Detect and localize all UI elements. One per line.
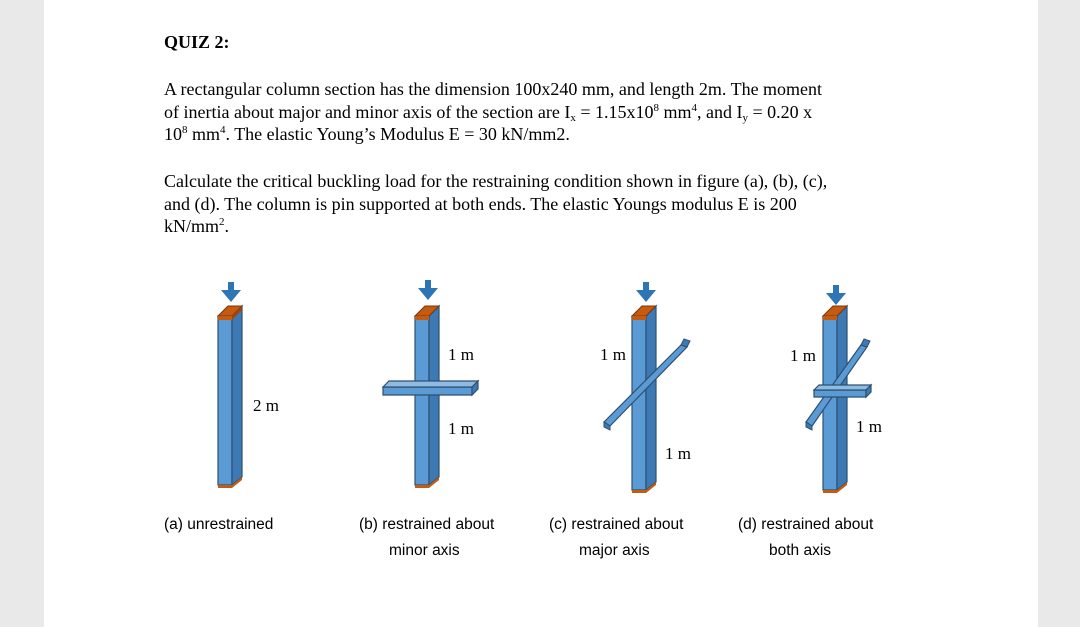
load-arrow-icon	[221, 282, 241, 302]
load-arrow-icon	[826, 285, 846, 305]
caption-d-line2: both axis	[769, 542, 832, 559]
caption-a: (a) unrestrained	[164, 516, 274, 533]
superscript: 8	[182, 124, 188, 136]
column-d	[806, 285, 871, 493]
text-run: of inertia about major and minor axis of the section are I	[164, 101, 571, 122]
load-arrow-icon	[636, 282, 656, 302]
paragraph-line: A rectangular column section has the dimension 100x240 mm, and length 2m. The moment	[164, 79, 823, 99]
text-run: 10	[164, 124, 182, 144]
column-a	[218, 282, 242, 488]
subscript: x	[570, 111, 576, 124]
superscript: 8	[653, 101, 660, 114]
text-run: . The elastic Young’s Modulus E = 30 kN/mm2.	[225, 124, 570, 144]
load-arrow-icon	[418, 280, 438, 300]
caption-b-line2: minor axis	[389, 542, 460, 559]
paragraph-line: and (d). The column is pin supported at both ends. The elastic Youngs modulus E is 200	[164, 193, 797, 214]
dimension-label-d-top: 1 m	[790, 346, 816, 365]
caption-b: (b) restrained about	[359, 516, 495, 533]
column-b	[383, 280, 478, 488]
superscript: 4	[220, 124, 226, 136]
superscript: 2	[219, 216, 225, 228]
dimension-label-b-bottom: 1 m	[448, 419, 474, 438]
caption-c: (c) restrained about	[549, 516, 684, 533]
dimension-label-c-bottom: 1 m	[665, 444, 691, 463]
text-run: .	[224, 216, 230, 236]
text-run: = 0.20 x	[748, 101, 813, 122]
dimension-label-b-top: 1 m	[448, 345, 474, 364]
caption-c-line2: major axis	[579, 542, 650, 559]
dimension-label-c-top: 1 m	[600, 345, 626, 364]
text-run: = 1.15x10	[575, 101, 654, 122]
text-run: , and I	[697, 101, 743, 122]
caption-d: (d) restrained about	[738, 516, 874, 533]
superscript: 4	[691, 101, 698, 114]
dimension-label-a: 2 m	[253, 396, 279, 415]
paragraph-line: Calculate the critical buckling load for the restraining condition shown in figure (a), (b), (c),	[164, 171, 828, 191]
text-run: mm	[659, 101, 692, 122]
text-run: mm	[187, 124, 221, 144]
dimension-label-d-bottom: 1 m	[856, 417, 882, 436]
text-run: kN/mm	[164, 216, 220, 236]
quiz-title: QUIZ 2:	[164, 32, 230, 52]
subscript: y	[742, 111, 749, 124]
